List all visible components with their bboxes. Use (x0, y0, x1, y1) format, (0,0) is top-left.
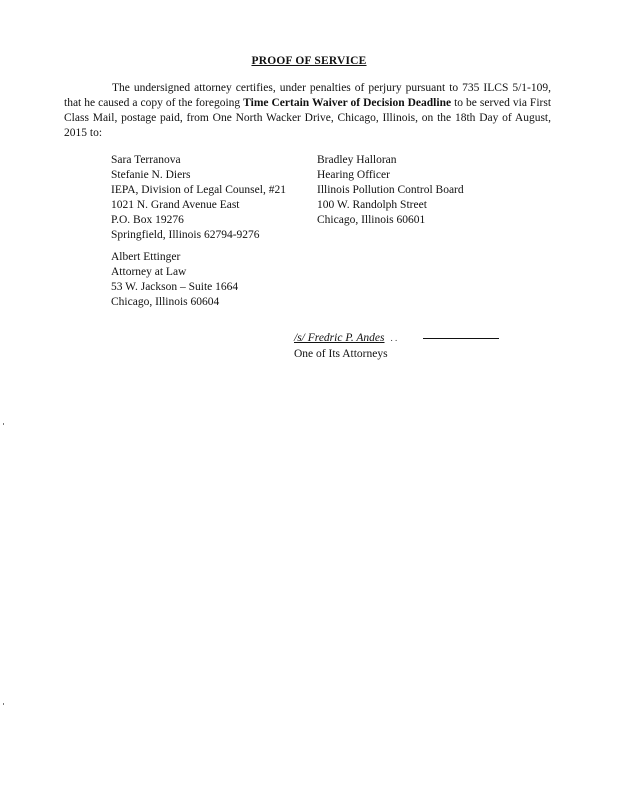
address-line: Chicago, Illinois 60601 (317, 214, 426, 226)
paragraph-text-part2: to be served via First Class Mail, postage paid, from One North Wacker Drive, Chicago, Illinois, on the 18th Day of August, 2015 to: (64, 97, 552, 139)
signature-line (294, 330, 499, 346)
recipient-block-terranova (111, 153, 286, 243)
address-line: 1021 N. Grand Avenue East (111, 199, 240, 211)
address-line: IEPA, Division of Legal Counsel, #21 (111, 184, 286, 196)
address-line: Stefanie N. Diers (111, 169, 191, 181)
address-line: P.O. Box 19276 (111, 214, 184, 226)
signature-role: One of Its Attorneys (294, 348, 388, 360)
address-line: Albert Ettinger (111, 251, 181, 263)
address-line: Sara Terranova (111, 154, 181, 166)
address-line: Bradley Halloran (317, 154, 397, 166)
address-line: Attorney at Law (111, 266, 187, 278)
signature-rule (423, 338, 499, 339)
address-line: Chicago, Illinois 60604 (111, 296, 220, 308)
address-line: Springfield, Illinois 62794-9276 (111, 229, 260, 241)
address-line: 53 W. Jackson – Suite 1664 (111, 281, 239, 293)
paragraph-bold-title: Time Certain Waiver of Decision Deadline (243, 97, 452, 109)
signature-block (294, 330, 499, 362)
address-line: 100 W. Randolph Street (317, 199, 427, 211)
recipient-block-ettinger (111, 250, 238, 310)
recipient-block-halloran (317, 153, 464, 228)
service-paragraph (64, 81, 551, 141)
signature-name: /s/ Fredric P. Andes (294, 332, 385, 344)
address-line: Illinois Pollution Control Board (317, 184, 464, 196)
address-line: Hearing Officer (317, 169, 390, 181)
paragraph-text-part1: The undersigned attorney certifies, under penalties of perjury pursuant to 735 ILCS 5/1-109, that he caused a copy of the foregoing (64, 82, 551, 109)
scan-artifact (3, 703, 4, 705)
document-title: PROOF OF SERVICE (251, 55, 367, 67)
scan-dots: . . (390, 333, 398, 343)
scan-artifact (3, 423, 4, 425)
